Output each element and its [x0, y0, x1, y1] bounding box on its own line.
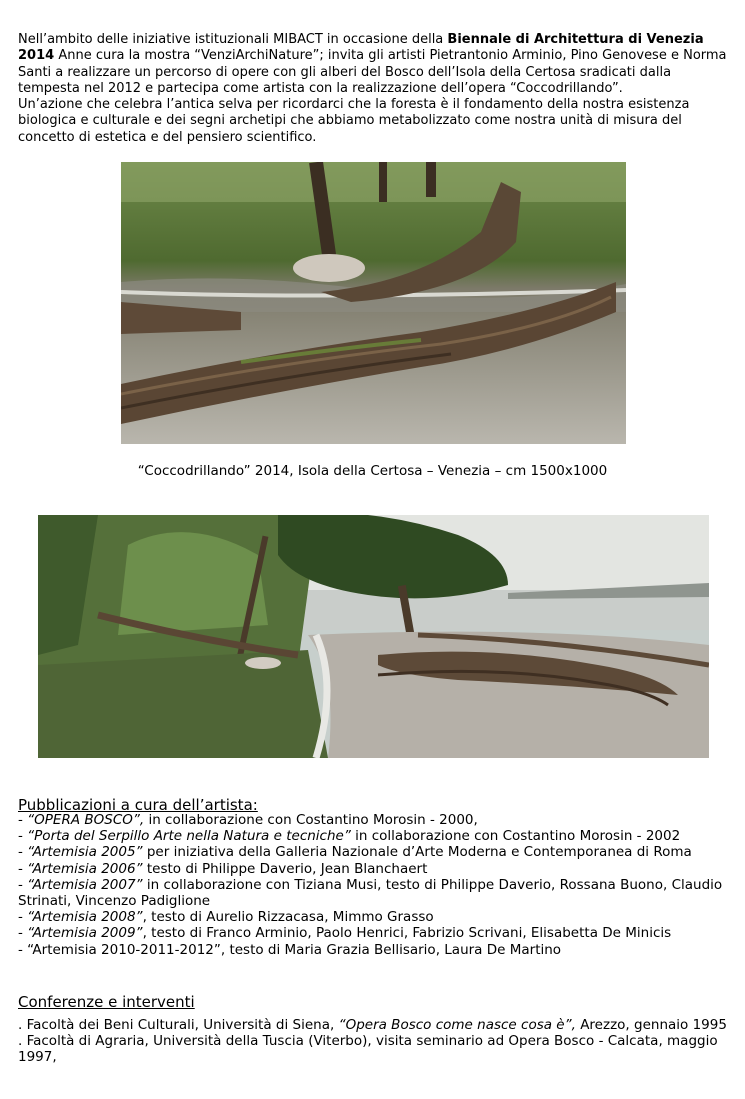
publication-item: - “Porta del Serpillo Arte nella Natura e tecniche” in collaborazione con Costantino Morosin - 2002 — [18, 828, 681, 845]
intro-bold-event: Biennale di Architettura di Venezia 2014 — [18, 32, 704, 64]
publication-item: - “Artemisia 2005” per iniziativa della Galleria Nazionale d’Arte Moderna e Contemporanea di Roma — [18, 844, 692, 861]
publication-item: - “Artemisia 2006” testo di Philippe Daverio, Jean Blanchaert — [18, 860, 428, 877]
publication-item: - “Artemisia 2008”, testo di Aurelio Rizzacasa, Mimmo Grasso — [18, 909, 434, 926]
intro-text-3: Un’azione che celebra l’antica selva per ricordarci che la foresta è il fondamento della nostra esistenza biologica e culturale e dei segni archetipi che abbiamo metabolizzato come nostra unità di misura del concetto di estetica e del pensiero scientifico. — [18, 97, 690, 145]
intro-paragraph — [18, 32, 728, 146]
conference-item: . Facoltà dei Beni Culturali, Università di Siena, “Opera Bosco come nasce cosa è”, Arezzo, gennaio 1995 — [18, 1017, 727, 1033]
intro-text-1: Nell’ambito delle iniziative istituzionali MIBACT in occasione della — [18, 32, 448, 47]
publications-list — [18, 812, 733, 958]
publication-item: - “Artemisia 2010-2011-2012”, testo di Maria Grazia Bellisario, Laura De Martino — [18, 941, 562, 958]
coccodrillando-photo-lagoon — [38, 515, 709, 758]
intro-text-2: Anne cura la mostra “VenziArchiNature”; invita gli artisti Pietrantonio Arminio, Pino Genovese e Norma Santi a realizzare un percorso di opere con gli alberi del Bosco dell’Isola della Certosa sradicati dalla tempesta nel 2012 e partecipa come artista con la realizzazione dell’opera “Coccodrillando”. — [18, 48, 727, 96]
publications-heading: Pubblicazioni a cura dell’artista: — [18, 796, 258, 814]
publication-item: - “OPERA BOSCO”, in collaborazione con Costantino Morosin - 2000, — [18, 812, 478, 828]
publication-item: - “Artemisia 2007” in collaborazione con Tiziana Musi, testo di Philippe Daverio, Rossana Buono, Claudio Strinati, Vincenzo Padiglione — [18, 876, 723, 910]
conference-item: . Facoltà di Agraria, Università della Tuscia (Viterbo), visita seminario ad Opera Bosco - Calcata, maggio 1997, — [18, 1033, 718, 1066]
coccodrillando-photo-top — [121, 162, 626, 444]
conferences-list — [18, 1017, 733, 1066]
publication-item: - “Artemisia 2009”, testo di Franco Arminio, Paolo Henrici, Fabrizio Scrivani, Elisabetta De Minicis — [18, 925, 672, 942]
conferences-heading: Conferenze e interventi — [18, 993, 195, 1011]
photo-caption: “Coccodrillando” 2014, Isola della Certosa – Venezia – cm 1500x1000 — [137, 463, 608, 479]
